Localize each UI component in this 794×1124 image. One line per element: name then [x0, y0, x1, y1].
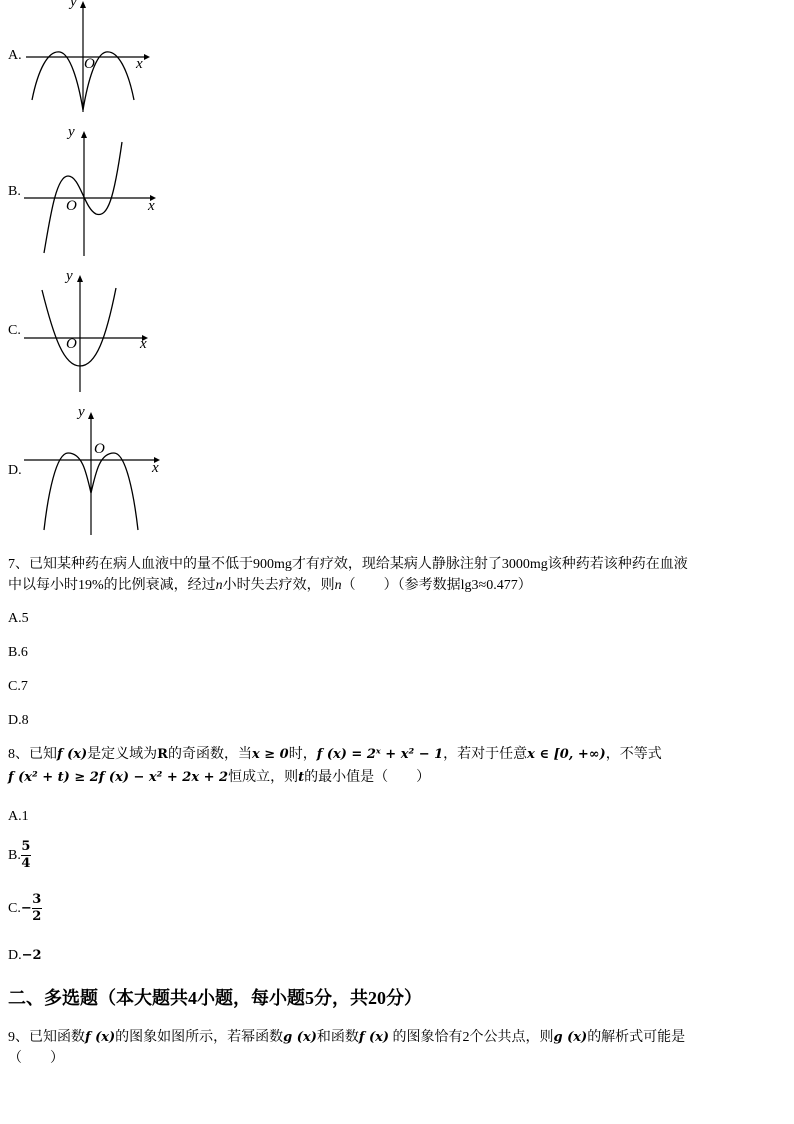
q8-R: R: [157, 747, 168, 762]
option-a-label[interactable]: A.: [8, 48, 22, 63]
q7-option-c[interactable]: C.7: [8, 679, 28, 694]
q8-option-c[interactable]: C. − $\frac{3}{2}$: [8, 892, 42, 924]
option-d-x-label: x: [152, 460, 159, 476]
q9-line1: 9、已知函数f (x)的图象如图所示，若幂函数g (x)和函数f (x) 的图象恰有2个公共点，则g (x)的解析式可能是: [8, 1030, 686, 1045]
option-c-label[interactable]: C.: [8, 323, 21, 338]
option-b-x-label: x: [148, 198, 155, 214]
q8-formula: f (x) = 2ˣ + x² − 1: [316, 747, 444, 762]
curve: [42, 288, 116, 366]
option-b-origin-label: O: [66, 198, 77, 214]
option-a-x-label: x: [136, 56, 143, 72]
q8-condition: x ≥ 0: [251, 747, 289, 762]
q8-option-d[interactable]: D.−2: [8, 948, 42, 963]
option-c-graph: [24, 268, 154, 392]
option-c-y-label: y: [66, 268, 73, 284]
q9-line2: （ ）: [8, 1051, 64, 1066]
option-c-origin-label: O: [66, 336, 77, 352]
q8-domain: x ∈ [0, +∞): [527, 747, 606, 762]
q8-fx: f (x): [57, 747, 88, 762]
q7-var-n-1: n: [215, 578, 223, 593]
q8-option-b-fraction: $\frac{5}{4}$: [21, 839, 31, 871]
option-a-y-label: y: [70, 0, 77, 10]
q8-line1: 8、已知f (x)是定义域为R的奇函数，当x ≥ 0时，f (x) = 2ˣ + x² − 1，若对于任意x ∈ [0, +∞)，不等式: [8, 747, 662, 762]
q7-option-b[interactable]: B.6: [8, 645, 28, 660]
q8-option-b[interactable]: B. $\frac{5}{4}$: [8, 839, 31, 871]
q8-option-c-fraction: $\frac{3}{2}$: [32, 892, 42, 924]
option-b-y-label: y: [68, 124, 75, 140]
option-d-graph: [24, 405, 164, 535]
option-b-graph: [24, 128, 164, 256]
q8-inequality: f (x² + t) ≥ 2f (x) − x² + 2x + 2: [8, 770, 229, 785]
q7-var-n-2: n: [334, 578, 342, 593]
q7-line1: 7、已知某种药在病人血液中的量不低于900mg才有疗效，现给某病人静脉注射了3000mg该种药若该种药在血液: [8, 557, 688, 572]
q8-line2: f (x² + t) ≥ 2f (x) − x² + 2x + 2恒成立，则t的最小值是（ ）: [8, 770, 431, 785]
q8-option-a[interactable]: A.1: [8, 809, 29, 824]
q7-option-d[interactable]: D.8: [8, 713, 29, 728]
option-d-label[interactable]: D.: [8, 463, 22, 478]
section-2-heading: 二、多选题（本大题共4小题，每小题5分，共20分）: [8, 988, 422, 1008]
option-b-label[interactable]: B.: [8, 184, 21, 199]
q7-line2: 中以每小时19%的比例衰减，经过n小时失去疗效，则n（ ）（参考数据lg3≈0.477）: [8, 578, 532, 593]
q7-option-a[interactable]: A.5: [8, 611, 29, 626]
option-d-origin-label: O: [94, 441, 105, 457]
option-d-y-label: y: [78, 404, 85, 420]
q8-var-t: t: [298, 770, 305, 785]
option-a-origin-label: O: [84, 56, 95, 72]
option-c-x-label: x: [140, 336, 147, 352]
